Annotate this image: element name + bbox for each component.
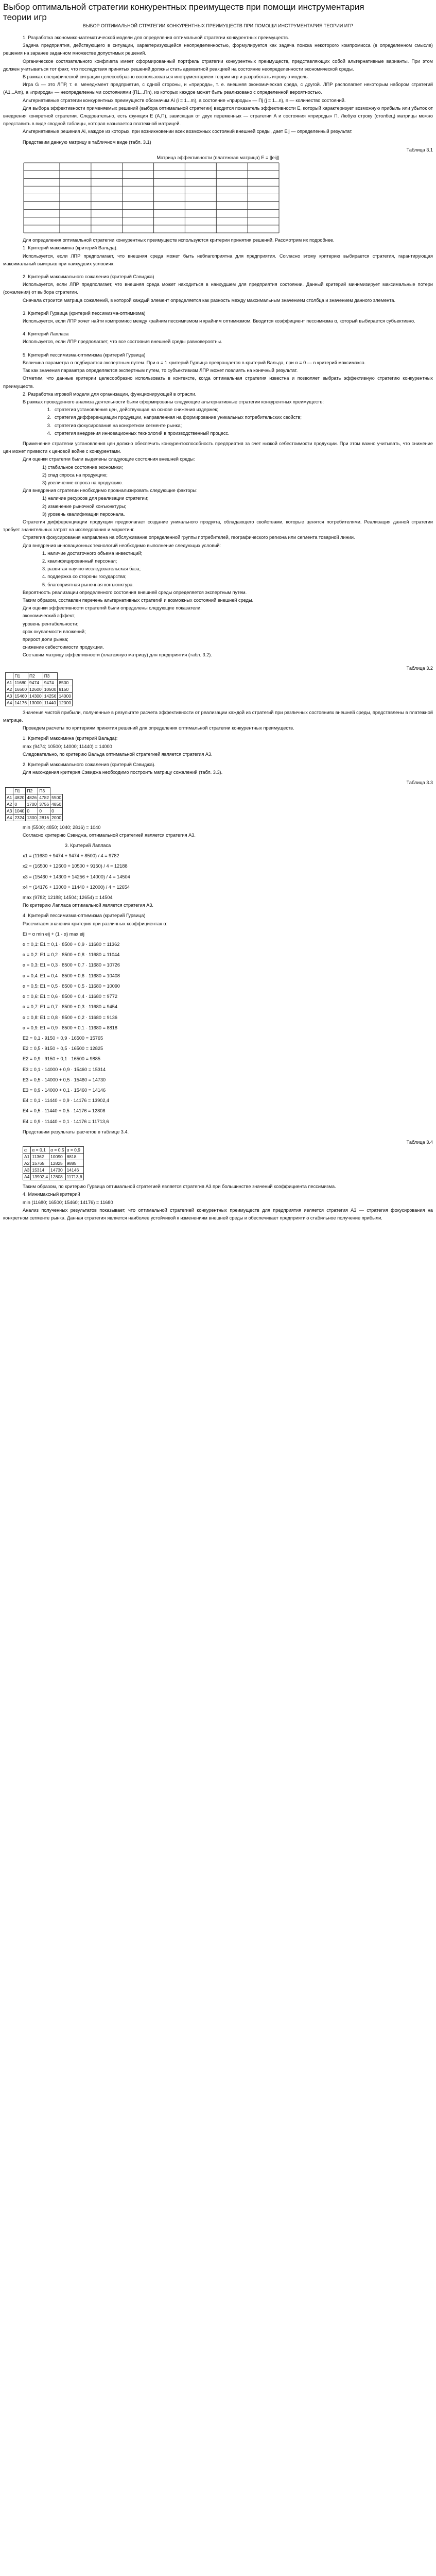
payoff-table: [5, 672, 73, 706]
table-cell: 1700: [26, 801, 38, 807]
table-row: [6, 672, 73, 679]
intro-paragraph: Альтернативные стратегии конкурентных преимуществ обозначим Ai (i = 1...m), а состояние «природы» — Пj (j = 1...n), n — количество состояний.: [23, 97, 346, 103]
list-item: срок окупаемости вложений;: [23, 629, 86, 634]
wald-heading: 1. Критерий максимина (критерий Вальда):: [23, 736, 118, 741]
table-cell: A4: [6, 699, 13, 706]
matrix-intro: Представим данную матрицу в табличном виде (табл. 3.1): [23, 139, 151, 145]
list-item: снижение себестоимости продукции.: [23, 645, 104, 650]
savage-text: Для нахождения критерия Сэвиджа необходимо построить матрицу сожалений (табл. 3.3).: [23, 770, 223, 775]
hurwicz-formula-line: E4 = 0,9 · 11440 + 0,1 · 14176 = 11713,6: [23, 1118, 109, 1124]
table-cell: 12825: [49, 1160, 65, 1167]
criteria-heading: 2. Критерий максимального сожаления (критерий Сэвиджа): [23, 274, 154, 280]
hurwicz-formula-line: α = 0,5: E1 = 0,5 · 8500 + 0,5 · 11680 = 10090: [23, 983, 120, 989]
page-subtitle: ВЫБОР ОПТИМАЛЬНОЙ СТРАТЕГИИ КОНКУРЕНТНЫХ ПРЕИМУЩЕСТВ ПРИ ПОМОЩИ ИНСТРУМЕНТАРИЯ ТЕОРИИ ИГР: [82, 23, 354, 28]
middle-paragraph: Стратегия фокусирования направлена на обслуживание определенной группы потребителей, географического региона или сегмента товарной линии.: [23, 535, 355, 540]
list-item: 2) изменение рыночной конъюнктуры;: [42, 503, 127, 509]
table-cell: A2: [6, 801, 13, 807]
table-cell: 2816: [38, 814, 50, 821]
payoff-matrix-grid: [23, 162, 280, 234]
list-item: 2. квалифицированный персонал;: [42, 558, 117, 564]
table-cell: 14256: [43, 692, 58, 699]
hurwicz-formula-line: E3 = 0,9 · 14000 + 0,1 · 15460 = 14146: [23, 1087, 106, 1093]
hurwicz-text: Рассчитаем значения критерия при различных коэффициентах α:: [23, 921, 168, 926]
table-cell: A3: [23, 1167, 31, 1174]
table-cell: 4782: [38, 794, 50, 801]
analysis-paragraph: Проведем расчеты по критериям принятия решений для определения оптимальной стратегии конкурентных преимуществ.: [23, 725, 294, 731]
hurwicz-formula-line: E3 = 0,1 · 14000 + 0,9 · 15460 = 15314: [23, 1066, 106, 1072]
table-cell: A2: [6, 686, 13, 692]
table-cell: 8818: [65, 1154, 83, 1160]
analysis-paragraph: Значения чистой прибыли, полученные в результате расчета эффективности от реализации каждой из стратегий при различных состояниях внешней среды, представлены в платежной матрице.: [3, 709, 433, 723]
strategy-list: [3, 406, 433, 437]
document-body: [3, 34, 433, 1222]
wald-formula: max (9474; 10500; 14000; 11440) = 14000: [23, 743, 112, 749]
intro-paragraph: Для выбора эффективности применяемых решений (выбора оптимальной стратегии) вводится показатель эффективности Е, который характеризует возможную прибыль или убыток от внедрения конкретной стратегии. Следовательно, есть функция Е (A,П), зависящая от двух переменных — стратегии A и состояния «природы» П. Любую строку (столбец) матрицы можно представить в виде сводной таблицы, которая называется платежной матрицей.: [3, 105, 433, 127]
criteria-paragraph: Используется, если ЛПР предполагает, что все состояния внешней среды равновероятны.: [23, 339, 222, 345]
hurwicz-heading: 4. Критерий пессимизма-оптимизма (критерий Гурвица): [23, 913, 146, 919]
hurwicz-formula-line: α = 0,1: E1 = 0,1 · 8500 + 0,9 · 11680 = 11362: [23, 942, 120, 947]
hurwicz-formula: Ei = α min eij + (1 - α) max eij: [23, 931, 84, 937]
criteria-heading: 4. Критерий Лапласа: [23, 331, 69, 337]
table-row: [6, 699, 73, 706]
laplace-heading: 3. Критерий Лапласа: [65, 843, 111, 849]
hurwicz-formula-line: α = 0,4: E1 = 0,4 · 8500 + 0,6 · 11680 = 10408: [23, 973, 120, 978]
hurwicz-formula-line: E2 = 0,9 · 9150 + 0,1 · 16500 = 9885: [23, 1056, 100, 1062]
section-paragraph: 2. Разработка игровой модели для организации, функционирующей в отрасли.: [23, 391, 197, 397]
table2-intro: Составим матрицу эффективности (платежную матрицу) для предприятия (табл. 3.2).: [23, 652, 212, 658]
hurwicz-formula-line: E3 = 0,5 · 14000 + 0,5 · 15460 = 14730: [23, 1077, 106, 1082]
list-item: 3) увеличение спроса на продукцию.: [42, 480, 123, 485]
laplace-formula: x1 = (11680 + 9474 + 9474 + 8500) / 4 = 9782: [23, 853, 119, 859]
list-item: 3) уровень квалификации персонала.: [42, 511, 125, 517]
table-cell: 12808: [49, 1174, 65, 1180]
hurwicz-calculations: [3, 941, 433, 1128]
table-row: [23, 1167, 84, 1174]
table-row: [23, 1174, 84, 1180]
table-cell: 11680: [13, 679, 28, 686]
savage-conclusion: Согласно критерию Сэвиджа, оптимальной стратегией является стратегия A3.: [23, 832, 196, 838]
table-cell: 0: [38, 807, 50, 814]
table-cell: 12000: [58, 699, 73, 706]
list-item: экономический эффект;: [23, 613, 76, 619]
table-cell: A3: [6, 692, 13, 699]
list-item: 2. стратегия дифференциации продукции, направленная на формирование уникальных потребительских свойств;: [53, 414, 433, 421]
laplace-formula: x2 = (16500 + 12600 + 10500 + 9150) / 4 = 12188: [23, 863, 128, 869]
laplace-conclusion: По критерию Лапласа оптимальной является стратегия A3.: [23, 903, 153, 908]
middle-paragraph: Для внедрения стратегии необходимо проанализировать следующие факторы:: [23, 488, 198, 494]
table-cell: 11440: [43, 699, 58, 706]
hurwicz-summary: Представим результаты расчетов в таблице 3.4.: [23, 1129, 129, 1134]
table-row: [23, 1147, 84, 1154]
list-item: 4. стратегия внедрения инновационных технологий в производственный процесс.: [53, 430, 433, 437]
table-cell: 2000: [50, 814, 63, 821]
laplace-formula: x4 = (14176 + 13000 + 11440 + 12000) / 4 = 12654: [23, 884, 130, 890]
table-cell: 10090: [49, 1154, 65, 1160]
table-cell: П1: [13, 787, 26, 794]
matrix-grid-lines: [23, 162, 280, 234]
table-cell: A4: [23, 1174, 31, 1180]
list-item: 1) стабильное состояние экономики;: [42, 464, 123, 470]
table-cell: 9474: [43, 679, 58, 686]
table-row: [6, 794, 63, 801]
list-item: 3. развитая научно-исследовательская база;: [42, 566, 141, 572]
table-cell: П3: [43, 672, 58, 679]
hurwicz-formula-line: E4 = 0,5 · 11440 + 0,5 · 14176 = 12808: [23, 1108, 106, 1114]
intro-paragraph: 1. Разработка экономико-математической модели для определения оптимальной стратегии конкурентных преимуществ.: [23, 35, 289, 40]
section-heading: 5. Критерий пессимизма-оптимизма (критерий Гурвица): [23, 352, 146, 358]
table-cell: α = 0,9: [65, 1147, 83, 1154]
middle-paragraph: Стратегия дифференциации продукции предполагает создание уникального продукта, обладающего свойствами, которые ценятся потребителями. Реализация данной стратегии требует значительных затрат на исследования и маркетинг.: [3, 519, 433, 533]
hurwicz-formula-line: α = 0,9: E1 = 0,9 · 8500 + 0,1 · 11680 = 8818: [23, 1025, 117, 1030]
table-cell: 0: [26, 807, 38, 814]
section-paragraph: Так как значения параметра определяются экспертным путем, то субъективизм ЛПР может повлиять на конечный результат.: [23, 368, 298, 374]
intro-paragraph: В рамках специфической ситуации целесообразно воспользоваться инструментарием теории игр и разработать игровую модель.: [23, 74, 309, 80]
table-cell: 14730: [49, 1167, 65, 1174]
criteria-paragraph: Используется, если ЛПР предполагает, что внешняя среда может быть неблагоприятна для предприятия. Согласно этому критерию выбирается стратегия, гарантирующая максимальный выигрыш при наихудших условиях:: [3, 253, 433, 266]
section-paragraph: В рамках проведенного анализа деятельности были сформированы следующие альтернативные стратегии конкурентных преимуществ:: [23, 399, 324, 404]
table-cell: 3756: [38, 801, 50, 807]
table-number: Таблица 3.3: [406, 780, 433, 786]
table-cell: П3: [38, 787, 50, 794]
table-row: [23, 1154, 84, 1160]
table-number: Таблица 3.1: [406, 147, 433, 152]
list-item: 1) наличие ресурсов для реализации стратегии;: [42, 496, 149, 501]
criteria-paragraph: Сначала строится матрица сожалений, в которой каждый элемент определяется как разность между максимальным значением столбца и значением данного элемента.: [23, 297, 396, 303]
table-cell: 14300: [28, 692, 43, 699]
hurwicz-formula-line: E2 = 0,1 · 9150 + 0,9 · 16500 = 15765: [23, 1035, 103, 1041]
table-cell: 10500: [43, 686, 58, 692]
table-cell: A1: [6, 679, 13, 686]
table-row: [6, 787, 63, 794]
table-cell: 5500: [50, 794, 63, 801]
table-cell: 9474: [28, 679, 43, 686]
savage-heading: 2. Критерий максимального сожаления (критерий Сэвиджа).: [23, 762, 155, 768]
table-row: [6, 814, 63, 821]
final-conclusion: Анализ полученных результатов показывает, что оптимальной стратегией конкурентных преимуществ для предприятия является стратегия A3 — стратегия фокусирования на конкретном сегменте рынка. Данная стратегия является наиболее устойчивой к изменениям внешней среды и обеспечивает предприятию стабильное получение прибыли.: [3, 1207, 433, 1221]
list-item: 1. стратегия установления цен, действующая на основе снижения издержек;: [53, 406, 433, 414]
list-item: 3. стратегия фокусирования на конкретном сегменте рынка;: [53, 422, 433, 430]
middle-paragraph: Применение стратегии установления цен должно обеспечить конкурентоспособность предприятия за счет низкой себестоимости продукции. При этом важно учитывать, что снижение цен может привести к ценовой войне с конкурентами.: [3, 440, 433, 454]
table-cell: 0: [50, 807, 63, 814]
table-cell: A2: [23, 1160, 31, 1167]
table-cell: A3: [6, 807, 13, 814]
table-cell: П1: [13, 672, 28, 679]
page-title: Выбор оптимальной стратегии конкурентных преимуществ при помощи инструментария теории игр: [3, 2, 364, 22]
table-row: [6, 679, 73, 686]
middle-paragraph: Для внедрения инновационных технологий необходимо выполнение следующих условий:: [23, 543, 221, 548]
table-cell: α = 0,1: [31, 1147, 49, 1154]
table-cell: 4850: [50, 801, 63, 807]
table-cell: [6, 787, 13, 794]
hurwicz-formula-line: α = 0,8: E1 = 0,8 · 8500 + 0,2 · 11680 = 9136: [23, 1014, 117, 1020]
hurwicz-conclusion: Таким образом, по критерию Гурвица оптимальной стратегией является стратегия A3 при большинстве значений коэффициента пессимизма.: [23, 1184, 336, 1190]
table-number: Таблица 3.4: [406, 1139, 433, 1145]
list-item: 4. поддержка со стороны государства;: [42, 574, 127, 580]
section-paragraph: Величина параметра α подбирается экспертным путем. При α = 1 критерий Гурвица превращается в критерий Вальда, при α = 0 — в критерий максимакса.: [23, 360, 366, 365]
table-cell: 12600: [28, 686, 43, 692]
middle-paragraph: Для оценки стратегии были выделены следующие состояния внешней среды:: [23, 456, 195, 462]
table-caption: Матрица эффективности (платежная матрица) E = ||eij||: [156, 155, 280, 161]
hurwicz-formula-line: E2 = 0,5 · 9150 + 0,5 · 16500 = 12825: [23, 1046, 103, 1052]
table-cell: 16500: [13, 686, 28, 692]
table-cell: 8500: [58, 679, 73, 686]
table-cell: 15765: [31, 1160, 49, 1167]
table-cell: A1: [23, 1154, 31, 1160]
table-row: [6, 692, 73, 699]
laplace-formula: x3 = (15460 + 14300 + 14256 + 14000) / 4 = 14504: [23, 874, 130, 879]
table-cell: α = 0,5: [49, 1147, 65, 1154]
table-cell: α: [23, 1147, 31, 1154]
table-cell: 15460: [13, 692, 28, 699]
list-item: уровень рентабельности;: [23, 621, 79, 626]
after-conditions-paragraph: Вероятность реализации определенного состояния внешней среды определяется экспертным путем.: [23, 589, 247, 595]
table-cell: 0: [13, 801, 26, 807]
criteria-heading: 3. Критерий Гурвица (критерий пессимизма-оптимизма): [23, 310, 146, 316]
hurwicz-table: [23, 1146, 84, 1180]
table-cell: 9885: [65, 1160, 83, 1167]
regret-table: [5, 787, 63, 821]
list-item: 2) спад спроса на продукцию;: [42, 472, 108, 478]
section-paragraph: Отметим, что данные критерии целесообразно использовать в контексте, когда оптимальная стратегия известна и позволяет выбрать эффективную стратегию конкурентных преимуществ.: [3, 376, 433, 389]
minimax-heading: 4. Минимаксный критерий: [23, 1192, 80, 1197]
table-row: [23, 1160, 84, 1167]
table-cell: П2: [28, 672, 43, 679]
list-item: 1. наличие достаточного объема инвестиций;: [42, 550, 143, 556]
table-cell: 11362: [31, 1154, 49, 1160]
list-item: 5. благоприятная рыночная конъюнктура.: [42, 582, 134, 587]
table-cell: [6, 672, 13, 679]
table-cell: 14176: [13, 699, 28, 706]
table-cell: 13902,4: [31, 1174, 49, 1180]
criteria-paragraph: Используется, если ЛПР хочет найти компромисс между крайним пессимизмом и крайним оптимизмом. Вводится коэффициент пессимизма α, который выбирается субъективно.: [23, 318, 415, 324]
minimax-formula: min (11680; 16500; 15460; 14176) = 11680: [23, 1199, 113, 1205]
intro-paragraph: Органическое состязательного конфликта имеет сформированный портфель стратегии конкурентных преимуществ, представляющих собой альтернативные варианты. При этом должен учитываться тот факт, что последствия принятых решений должны стать адекватной реакцией на состояние неопределенности экономической среды.: [3, 58, 433, 72]
after-conditions-paragraph: Для оценки эффективности стратегий были определены следующие показатели:: [23, 605, 202, 611]
intro-paragraph: Задача предприятия, действующего в ситуации, характеризующейся неопределенностью, формулируется как задача поиска некоторого компромисса (в определенном смысле) решения на заранее заданном множестве допустимых решений.: [3, 43, 433, 56]
table-cell: 15314: [31, 1167, 49, 1174]
savage-formula: min (5500; 4850; 1040; 2816) = 1040: [23, 824, 101, 830]
intro-paragraph: Альтернативные решения Ai, каждое из которых, при возникновении всех возможных состояний внешней среды, дает Eij — определенный результат.: [23, 129, 353, 134]
hurwicz-formula-line: α = 0,3: E1 = 0,3 · 8500 + 0,7 · 11680 = 10726: [23, 962, 120, 968]
table-cell: A1: [6, 794, 13, 801]
table-cell: A4: [6, 814, 13, 821]
criteria-paragraph: Используется, если ЛПР предполагает, что внешняя среда может находиться в наихудшем для предприятия состоянии. Данный критерий минимизирует максимальные потери (сожаления) от выбора стратегии.: [3, 282, 433, 295]
table-cell: 4820: [13, 794, 26, 801]
table-number: Таблица 3.2: [406, 665, 433, 671]
list-item: прирост доли рынка;: [23, 637, 68, 642]
hurwicz-formula-line: E4 = 0,1 · 11440 + 0,9 · 14176 = 13902,4: [23, 1098, 110, 1104]
hurwicz-formula-line: α = 0,7: E1 = 0,7 · 8500 + 0,3 · 11680 = 9454: [23, 1004, 117, 1010]
table-row: [6, 686, 73, 692]
table-cell: 14146: [65, 1167, 83, 1174]
table-cell: 4826: [26, 794, 38, 801]
table-row: [6, 807, 63, 814]
intro-paragraph: Игра G — это ЛПР, т. е. менеджмент предприятия, с одной стороны, и «природа», т. е. внешняя экономическая среда, с другой. ЛПР располагает некоторым набором стратегий (A1...Am), а «природа» — неопределенными состояниями (П1...Пn), из которых каждое может быть реализовано с определенной вероятностью.: [3, 82, 433, 95]
wald-conclusion: Следовательно, по критерию Вальда оптимальной стратегией является стратегия А3.: [23, 751, 213, 757]
table-cell: 1040: [13, 807, 26, 814]
laplace-formula: max (9782; 12188; 14504; 12654) = 14504: [23, 895, 113, 901]
table-row: [6, 801, 63, 807]
criteria-heading: 1. Критерий максимина (критерий Вальда).: [23, 245, 118, 251]
hurwicz-formula-line: α = 0,6: E1 = 0,6 · 8500 + 0,4 · 11680 = 9772: [23, 994, 117, 999]
after-conditions-paragraph: Таким образом, составлен перечень альтернативных стратегий и возможных состояний внешней среды.: [23, 597, 254, 603]
table-cell: 14000: [58, 692, 73, 699]
criteria-paragraph: Для определения оптимальной стратегии конкурентных преимуществ используются критерии принятия решений. Рассмотрим их подробнее.: [23, 238, 335, 243]
table-cell: 1300: [26, 814, 38, 821]
table-cell: 11713,6: [65, 1174, 83, 1180]
hurwicz-formula-line: α = 0,2: E1 = 0,2 · 8500 + 0,8 · 11680 = 11044: [23, 952, 120, 958]
table-cell: 13000: [28, 699, 43, 706]
table-cell: П2: [26, 787, 38, 794]
table-cell: 2324: [13, 814, 26, 821]
table-cell: 9150: [58, 686, 73, 692]
